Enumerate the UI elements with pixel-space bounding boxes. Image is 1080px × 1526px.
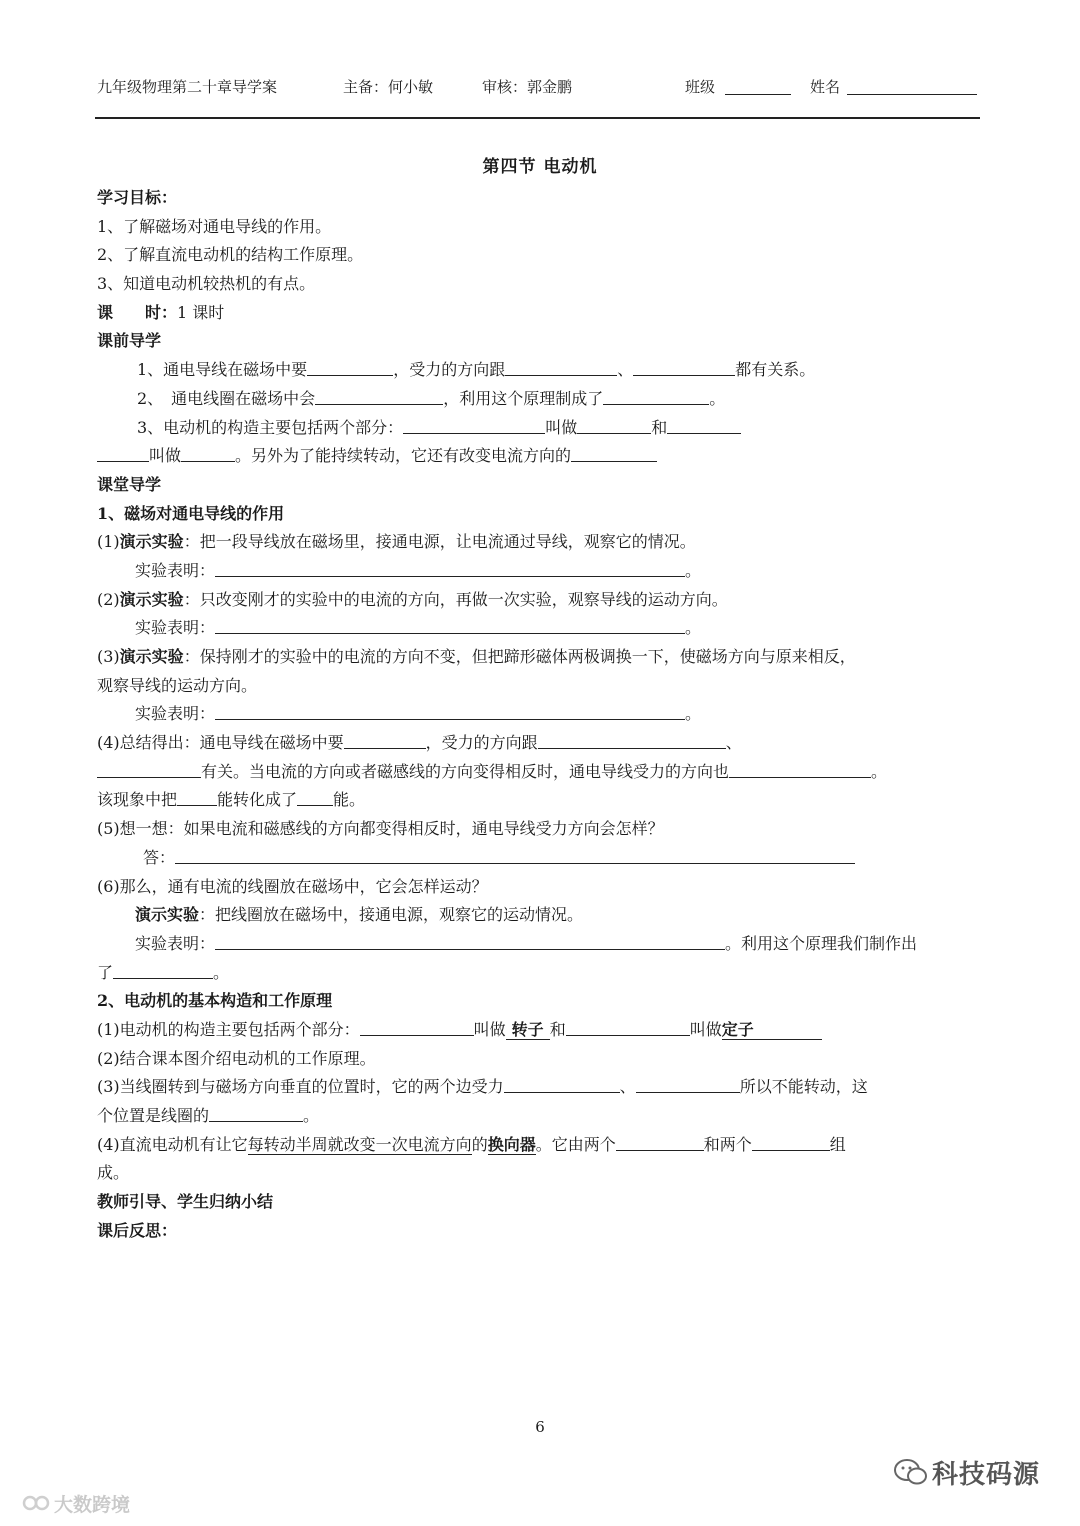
summary-4 [97,729,982,758]
experiment-1 [97,528,982,557]
result-3 [97,700,982,729]
text: (2) [97,589,120,609]
blank-field[interactable] [616,1134,704,1151]
blank-field[interactable] [209,1105,303,1122]
result-label: 实验表明： [135,704,216,724]
text: 和两个 [703,1134,752,1154]
objective-item: 1、了解磁场对通电导线的作用。 [97,216,332,236]
question-5: (5)想一想：如果电流和磁感线的方向都变得相反时，通电导线受力方向会怎样？ [97,819,664,839]
worksheet-body [97,184,982,1245]
wechat-icon [893,1458,929,1488]
text: 叫做 [149,446,182,466]
text: 都有关系。 [735,360,816,380]
blank-field[interactable] [729,761,871,778]
reflection-heading: 课后反思： [97,1220,178,1240]
blank-field[interactable] [113,962,213,979]
text: 。 [685,618,702,638]
text: ：把一段导线放在磁场里，接通电源，让电流通过导线，观察它的情况。 [183,532,696,552]
summary-4-energy [97,786,982,815]
blank-field[interactable] [577,417,651,434]
text: 叫做 [545,417,578,437]
name-label: 姓名 [810,78,841,96]
objectives-heading: 学习目标： [97,188,178,207]
blank-field[interactable] [360,1019,474,1036]
blank-field[interactable] [538,732,726,749]
text: 。它由两个 [535,1134,616,1154]
text: 1、通电导线在磁场中要 [137,360,308,380]
blank-field[interactable] [504,1076,620,1093]
text: 能。 [333,790,366,810]
page-number: 6 [535,1418,545,1436]
period-label: 课 时： [97,302,178,322]
demo-label: 演示实验 [135,905,200,925]
text: 和 [549,1019,566,1039]
reviewer-label: 审核：郭金鹏 [482,78,573,96]
result-2 [97,614,982,643]
text: 。 [871,761,888,781]
text: 。利用这个原理我们制作出 [725,933,918,953]
text: 组 [829,1134,846,1154]
text: 所以不能转动，这 [739,1077,868,1097]
text: 能转化成了 [217,790,298,810]
motor-3 [97,1073,982,1102]
text: 。 [709,388,726,408]
experiment-3-cont: 观察导线的运动方向。 [97,675,258,695]
text: 叫做 [689,1019,722,1039]
pre-q2 [97,385,982,414]
text: 该现象中把 [97,790,178,810]
underlined-text: 每转动半周就改变一次电流方向 [247,1134,472,1154]
blank-field[interactable] [571,445,657,462]
blank-field[interactable] [307,359,393,376]
result-label: 实验表明： [135,560,216,580]
text: ，受力的方向跟 [393,360,506,380]
blank-field[interactable] [505,359,617,376]
period-value: 1 课时 [177,302,225,322]
motor-3-cont [97,1102,982,1131]
text: 。 [303,1106,320,1125]
motor-4 [97,1131,982,1160]
period-line [97,299,982,328]
motor-4-cont: 成。 [97,1163,130,1183]
blank-field[interactable] [215,703,685,720]
text: 个位置是线圈的 [97,1106,210,1125]
blank-field[interactable] [603,388,709,405]
course-title: 九年级物理第二十章导学案 [97,78,278,96]
editor-label: 主备：何小敏 [343,78,434,96]
page-header [97,76,977,100]
header-divider [95,117,980,119]
text: ，利用这个原理制成了 [443,388,604,408]
text: 的 [471,1134,488,1154]
motor-1 [97,1016,982,1045]
pre-q3-cont [97,442,982,471]
blank-field[interactable] [97,445,149,462]
text: 叫做 [473,1019,506,1039]
logo-icon [22,1492,56,1514]
text: ：只改变刚才的实验中的电流的方向，再做一次实验，观察导线的运动方向。 [183,589,728,609]
class-heading: 课堂导学 [97,474,162,494]
result-6-cont [97,959,982,988]
blank-field[interactable] [315,388,443,405]
blank-field[interactable] [181,445,235,462]
text: ：把线圈放在磁场中，接通电源，观察它的运动情况。 [199,905,584,925]
watermark-left: 大数跨境 [54,1494,131,1516]
demo-label: 演示实验 [119,589,184,609]
pre-q3 [97,414,982,443]
text: ：保持刚才的实验中的电流的方向不变，但把蹄形磁体两极调换一下，使磁场方向与原来相反， [183,647,856,666]
motor-2: (2)结合课本图介绍电动机的工作原理。 [97,1048,376,1068]
result-label: 实验表明： [135,933,216,953]
text: 2、 通电线圈在磁场中会 [137,388,316,408]
answer-5 [97,844,982,873]
blank-field[interactable] [566,1019,690,1036]
class-label: 班级 [685,78,716,96]
blank-field[interactable] [175,847,855,864]
text: 。 [685,704,702,724]
text: 有关。当电流的方向或者磁感线的方向变得相反时，通电导线受力的方向也 [201,761,730,781]
summary-4-cont [97,758,982,787]
text: (3)当线圈转到与磁场方向垂直的位置时，它的两个边受力 [97,1077,504,1097]
text: (4)直流电动机有让它 [97,1134,248,1154]
summary-heading: 教师引导、学生归纳小结 [97,1192,274,1212]
answer-label: 答： [143,847,176,867]
text: 、 [725,733,742,753]
demo-label: 演示实验 [119,532,184,552]
text: (1) [97,532,120,552]
blank-field[interactable] [177,789,217,806]
blank-field[interactable] [344,732,426,749]
experiment-3 [97,643,982,672]
text: 。 [685,560,702,580]
blank-field[interactable] [97,761,201,778]
text: (1)电动机的构造主要包括两个部分： [97,1019,360,1039]
text: 和 [651,417,668,437]
blank-field[interactable] [636,1076,740,1093]
text: 了 [97,962,114,982]
blank-field[interactable] [297,789,333,806]
blank-field[interactable] [215,933,725,950]
blank-field[interactable] [403,417,545,434]
pre-heading: 课前导学 [97,331,162,351]
demo-label: 演示实验 [119,647,184,666]
result-1 [97,557,982,586]
pre-q1 [97,356,982,385]
text: 、 [619,1077,636,1097]
text: 、 [617,360,634,380]
experiment-2 [97,586,982,615]
blank-field[interactable] [215,617,685,634]
commutator-term: 换向器 [487,1134,536,1154]
stator-answer[interactable]: 定子 [722,1021,822,1040]
experiment-6 [97,901,982,930]
text: 3、电动机的构造主要包括两个部分： [137,417,404,437]
blank-field[interactable] [633,359,735,376]
result-6 [97,930,982,959]
objective-item: 3、知道电动机较热机的有点。 [97,274,316,294]
text: (3) [97,647,120,666]
blank-field[interactable] [752,1134,830,1151]
text: (4)总结得出：通电导线在磁场中要 [97,733,344,753]
section-1-heading: 1、磁场对通电导线的作用 [97,503,285,523]
blank-field[interactable] [215,560,685,577]
blank-field[interactable] [667,417,741,434]
rotor-answer[interactable]: 转子 [506,1021,550,1040]
page-title: 第四节 电动机 [482,157,598,177]
result-label: 实验表明： [135,618,216,638]
watermark-right: 科技码源 [932,1460,1041,1490]
text: 。另外为了能持续转动，它还有改变电流方向的 [235,446,572,466]
question-6: (6)那么，通有电流的线圈放在磁场中，它会怎样运动？ [97,876,488,896]
objective-item: 2、了解直流电动机的结构工作原理。 [97,245,364,265]
section-2-heading: 2、电动机的基本构造和工作原理 [97,991,333,1011]
text: 。 [213,962,230,982]
text: ，受力的方向跟 [425,733,538,753]
